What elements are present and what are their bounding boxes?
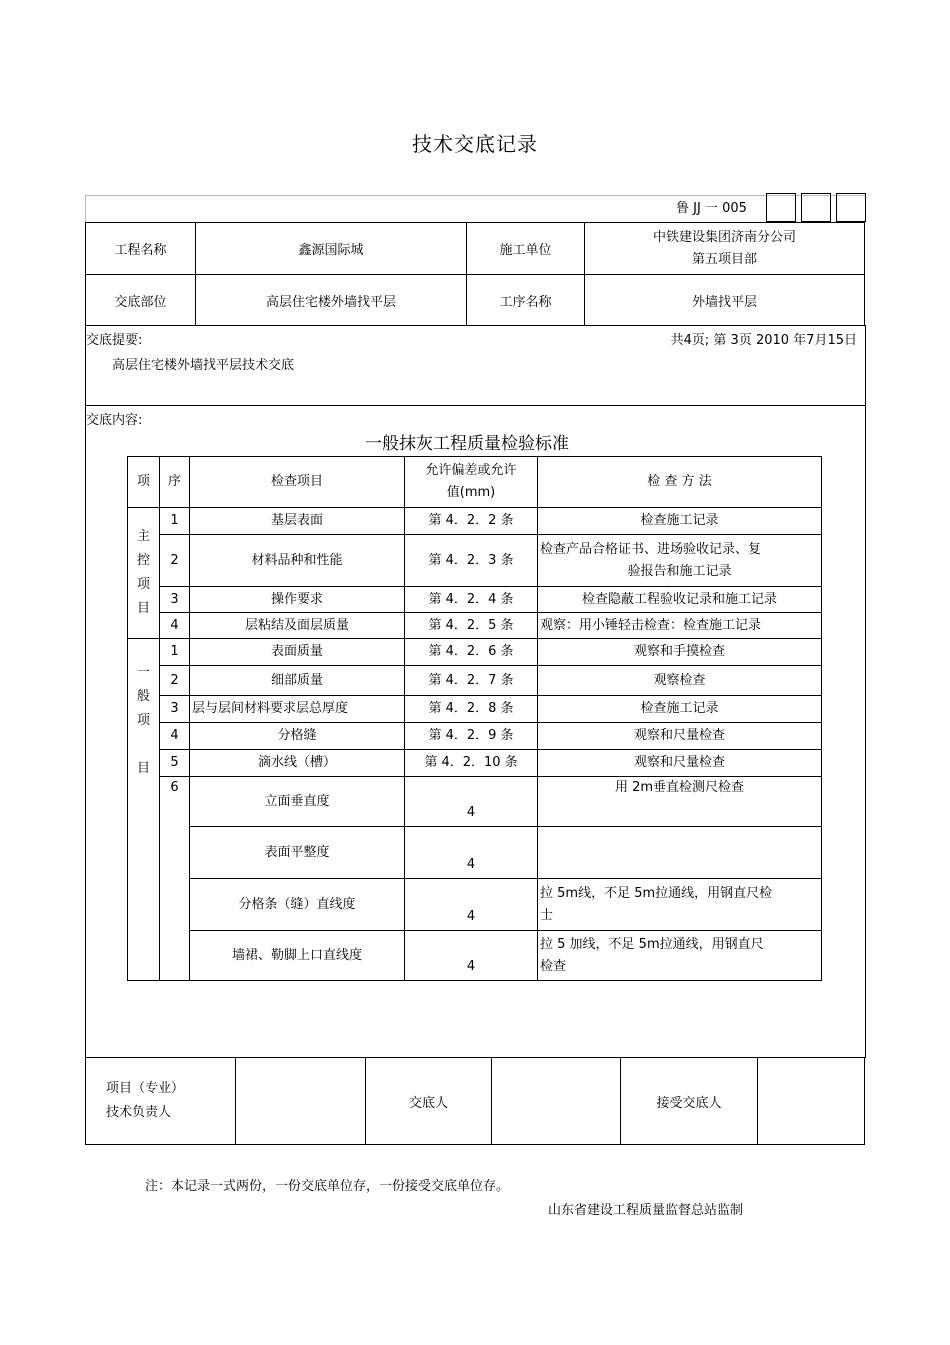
part-value: 高层住宅楼外墙找平层 bbox=[196, 275, 467, 326]
col-tolerance-line1: 允许偏差或允许 bbox=[425, 463, 517, 478]
footer-note: 注：本记录一式两份，一份交底单位存，一份接受交底单位存。 bbox=[145, 1179, 510, 1194]
method-line2: 验报告和施工记录 bbox=[627, 563, 732, 579]
method bbox=[538, 931, 822, 981]
col-method: 检 查 方 法 bbox=[538, 457, 822, 508]
method: 观察和尺量检查 bbox=[538, 750, 822, 777]
method-line2: 检查 bbox=[540, 958, 567, 974]
general-group bbox=[128, 639, 160, 981]
group-gap bbox=[130, 733, 157, 757]
seq: 6 bbox=[160, 777, 190, 981]
check-item: 细部质量 bbox=[190, 666, 405, 696]
summary-text: 高层住宅楼外墙找平层技术交底 bbox=[112, 358, 295, 373]
process-value: 外墙找平层 bbox=[585, 275, 865, 326]
contractor-line2: 第五项目部 bbox=[691, 251, 757, 267]
check-item: 滴水线（槽） bbox=[190, 750, 405, 777]
method: 检查施工记录 bbox=[538, 508, 822, 535]
process-label: 工序名称 bbox=[467, 275, 585, 326]
seq: 3 bbox=[160, 696, 190, 723]
group-char: 主 bbox=[136, 529, 150, 544]
tolerance: 第 4．2．6 条 bbox=[405, 639, 538, 666]
col-item: 项 bbox=[128, 457, 160, 508]
receiver-label: 接受交底人 bbox=[621, 1058, 758, 1145]
signature-table bbox=[85, 1057, 865, 1145]
group-char: 目 bbox=[136, 761, 150, 776]
group-char: 控 bbox=[136, 553, 150, 568]
group-char: 般 bbox=[136, 689, 150, 704]
tolerance: 4 bbox=[405, 931, 538, 981]
method: 检查施工记录 bbox=[538, 696, 822, 723]
tolerance: 4 bbox=[405, 777, 538, 827]
tolerance: 第 4．2．7 条 bbox=[405, 666, 538, 696]
tolerance: 4 bbox=[405, 879, 538, 931]
content-label: 交底内容: bbox=[86, 413, 143, 428]
method bbox=[538, 879, 822, 931]
tolerance: 第 4．2．4 条 bbox=[405, 587, 538, 613]
tech-lead-label bbox=[86, 1058, 236, 1145]
check-item: 材料品种和性能 bbox=[190, 535, 405, 587]
tech-lead-line1: 项目（专业） bbox=[106, 1081, 185, 1096]
seq: 2 bbox=[160, 535, 190, 587]
check-item: 操作要求 bbox=[190, 587, 405, 613]
method-line1: 拉 5 加线，不足 5m拉通线，用钢直尺 bbox=[540, 936, 764, 952]
col-tolerance-line2: 值(mm) bbox=[446, 485, 496, 500]
tolerance: 第 4．2．2 条 bbox=[405, 508, 538, 535]
seq: 4 bbox=[160, 613, 190, 639]
form-code: 鲁 JJ 一 005 bbox=[676, 201, 747, 216]
seq: 2 bbox=[160, 666, 190, 696]
check-item: 表面质量 bbox=[190, 639, 405, 666]
seq: 4 bbox=[160, 723, 190, 750]
method bbox=[538, 827, 822, 879]
col-check-item: 检查项目 bbox=[190, 457, 405, 508]
standard-title: 一般抹灰工程质量检验标准 bbox=[365, 434, 569, 454]
form-code-row bbox=[85, 195, 866, 224]
seq: 1 bbox=[160, 639, 190, 666]
check-item: 基层表面 bbox=[190, 508, 405, 535]
method bbox=[538, 535, 822, 587]
contractor-label: 施工单位 bbox=[467, 223, 585, 275]
contractor-line1: 中铁建设集团济南分公司 bbox=[652, 229, 796, 245]
tech-lead-signature[interactable] bbox=[236, 1058, 366, 1145]
summary-section bbox=[85, 325, 866, 406]
project-name: 鑫源国际城 bbox=[196, 223, 467, 275]
method-line2: 士 bbox=[540, 907, 554, 923]
group-char: 项 bbox=[136, 713, 150, 728]
tolerance: 4 bbox=[405, 827, 538, 879]
summary-label: 交底提要: bbox=[86, 333, 143, 348]
check-item: 分格缝 bbox=[190, 723, 405, 750]
contractor bbox=[585, 223, 865, 275]
part-label: 交底部位 bbox=[86, 275, 196, 326]
method: 用 2m垂直检测尺检查 bbox=[538, 777, 822, 827]
check-item: 表面平整度 bbox=[190, 827, 405, 879]
code-box[interactable] bbox=[836, 193, 866, 222]
method-line1: 拉 5m线，不足 5m拉通线，用钢直尺检 bbox=[540, 885, 773, 901]
check-item: 分格条（缝）直线度 bbox=[190, 879, 405, 931]
discloser-signature[interactable] bbox=[492, 1058, 621, 1145]
method: 观察：用小锤轻击检查：检查施工记录 bbox=[538, 613, 822, 639]
method-line1: 检查产品合格证书、进场验收记录、复 bbox=[540, 541, 762, 557]
page-title: 技术交底记录 bbox=[412, 132, 538, 156]
tolerance: 第 4．2．3 条 bbox=[405, 535, 538, 587]
tolerance: 第 4．2．9 条 bbox=[405, 723, 538, 750]
tolerance: 第 4．2．8 条 bbox=[405, 696, 538, 723]
method: 观察和手摸检查 bbox=[538, 639, 822, 666]
check-item: 层粘结及面层质量 bbox=[190, 613, 405, 639]
group-char: 目 bbox=[136, 601, 150, 616]
col-seq: 序 bbox=[160, 457, 190, 508]
tolerance: 第 4．2．10 条 bbox=[405, 750, 538, 777]
receiver-signature[interactable] bbox=[758, 1058, 865, 1145]
header-table bbox=[85, 222, 865, 326]
seq: 5 bbox=[160, 750, 190, 777]
code-box[interactable] bbox=[766, 193, 796, 222]
check-item: 墙裙、勒脚上口直线度 bbox=[190, 931, 405, 981]
method: 观察检查 bbox=[538, 666, 822, 696]
standards-table bbox=[127, 456, 822, 981]
tolerance: 第 4．2．5 条 bbox=[405, 613, 538, 639]
code-box[interactable] bbox=[801, 193, 831, 222]
project-name-label: 工程名称 bbox=[86, 223, 196, 275]
issuer: 山东省建设工程质量监督总站监制 bbox=[548, 1203, 744, 1218]
check-item: 立面垂直度 bbox=[190, 777, 405, 827]
seq: 3 bbox=[160, 587, 190, 613]
group-char: 一 bbox=[136, 665, 150, 680]
discloser-label: 交底人 bbox=[366, 1058, 492, 1145]
group-char: 项 bbox=[136, 577, 150, 592]
method: 检查隐蔽工程验收记录和施工记录 bbox=[538, 587, 822, 613]
check-item: 层与层间材料要求层总厚度 bbox=[190, 696, 405, 723]
col-tolerance bbox=[405, 457, 538, 508]
tech-lead-line2: 技术负责人 bbox=[106, 1105, 172, 1120]
main-control-group bbox=[128, 508, 160, 639]
method: 观察和尺量检查 bbox=[538, 723, 822, 750]
seq: 1 bbox=[160, 508, 190, 535]
page-info: 共4页; 第 3页 2010 年7月15日 bbox=[670, 333, 857, 348]
